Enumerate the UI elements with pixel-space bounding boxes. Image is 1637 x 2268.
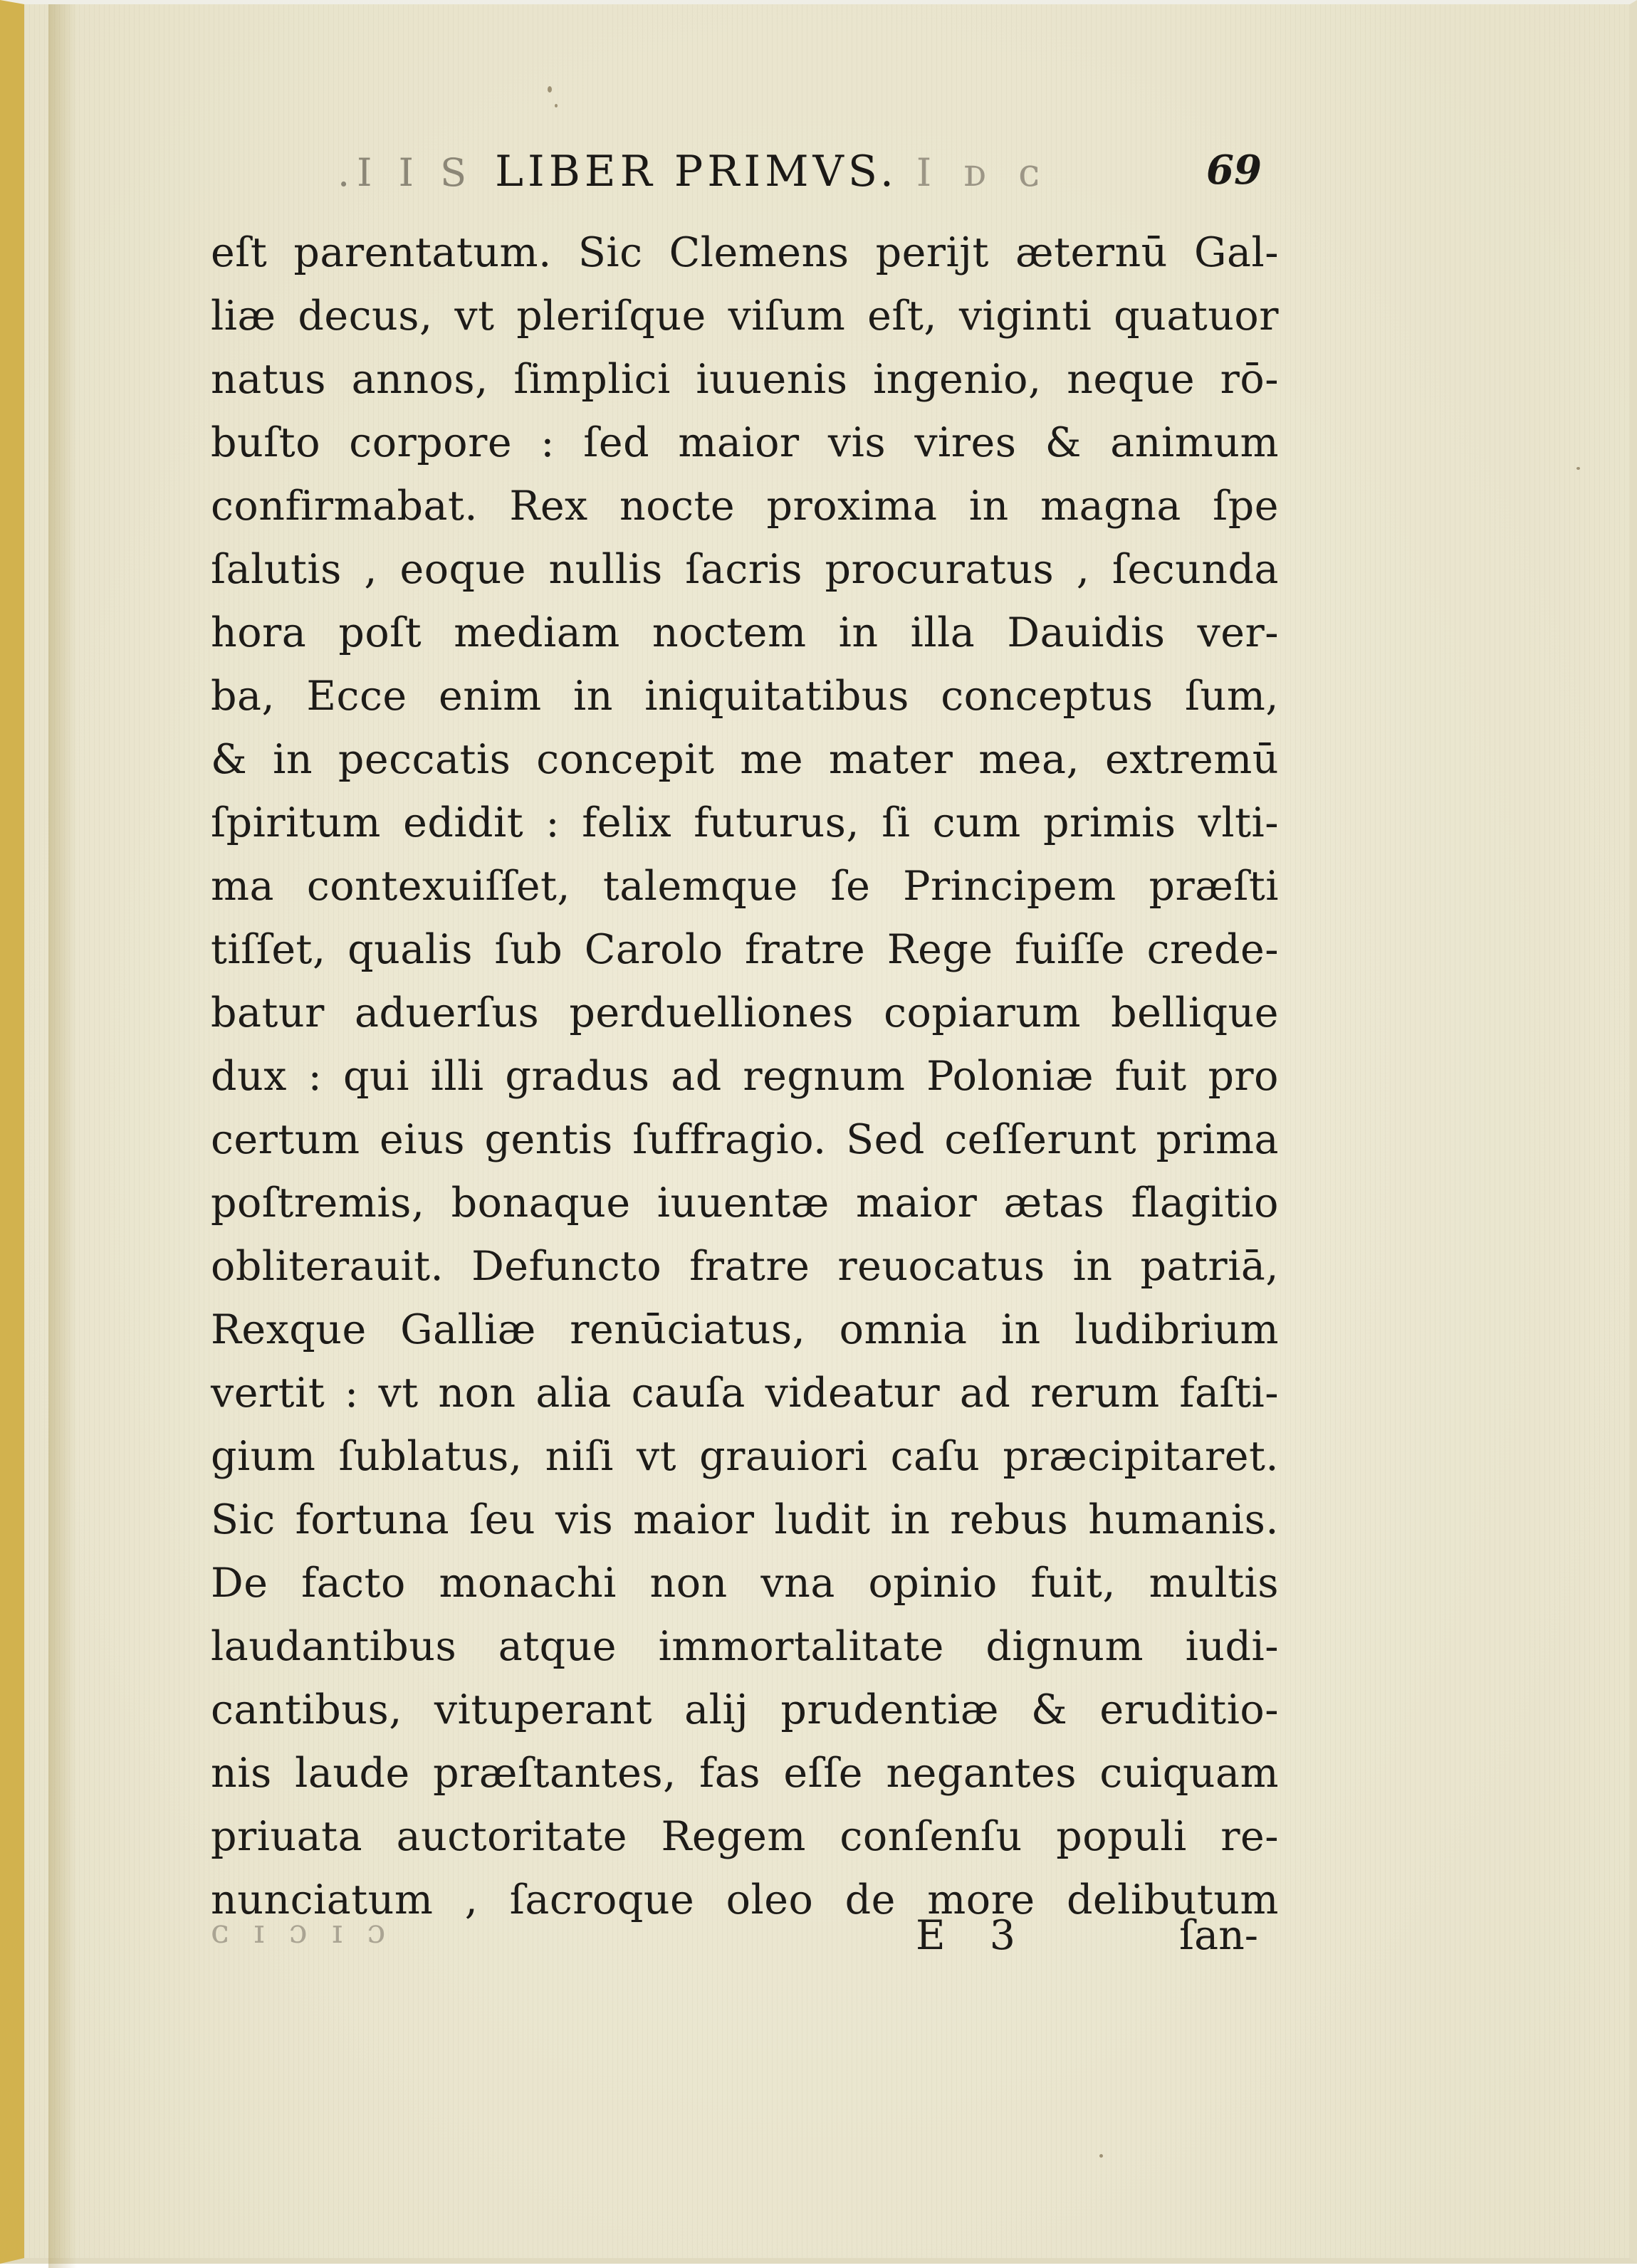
text-line: liæ decus, vt pleriſque viſum eſt, viginti quatuor bbox=[211, 293, 1279, 340]
show-through-footer: ᴄ ɪ ɔ ɪ ɔ bbox=[211, 1912, 393, 1951]
show-through-left: .I I S bbox=[338, 150, 474, 195]
text-line: Rexque Galliæ renūciatus, omnia in ludibrium bbox=[211, 1306, 1279, 1353]
text-line: batur aduerſus perduelliones copiarum bellique bbox=[211, 989, 1279, 1036]
text-line: dux : qui illi gradus ad regnum Poloniæ fuit pro bbox=[211, 1053, 1279, 1100]
text-line: ſpiritum edidit : felix futurus, ſi cum primis vlti- bbox=[211, 799, 1279, 846]
text-line: gium ſublatus, niſi vt grauiori caſu præcipitaret. bbox=[211, 1433, 1279, 1480]
text-line: & in peccatis concepit me mater mea, extremū bbox=[211, 736, 1279, 783]
paper-speck bbox=[1099, 2154, 1103, 2158]
text-line: tiſſet, qualis ſub Carolo fratre Rege fuiſſe crede- bbox=[211, 926, 1279, 973]
text-line: natus annos, ſimplici iuuenis ingenio, neque rō- bbox=[211, 356, 1279, 403]
text-line: laudantibus atque immortalitate dignum iudi- bbox=[211, 1623, 1279, 1670]
text-line: nunciatum , ſacroque oleo de more delibutum bbox=[211, 1876, 1279, 1923]
text-line: ba, Ecce enim in iniquitatibus conceptus ſum, bbox=[211, 673, 1279, 720]
text-line: buſto corpore : ſed maior vis vires & animum bbox=[211, 419, 1279, 466]
text-line: ſalutis , eoque nullis ſacris procuratus , ſecunda bbox=[211, 546, 1279, 593]
text-line: vertit : vt non alia cauſa videatur ad rerum faſti- bbox=[211, 1370, 1279, 1417]
running-title: LIBER PRIMVS. bbox=[495, 147, 898, 196]
text-line: De facto monachi non vna opinio fuit, multis bbox=[211, 1560, 1279, 1607]
folio-number: 69 bbox=[1206, 147, 1262, 194]
text-line: cantibus, vituperant alij prudentiæ & eruditio- bbox=[211, 1686, 1279, 1733]
page-footer bbox=[211, 1912, 1279, 1976]
text-line: certum eius gentis ſuffragio. Sed ceſſerunt prima bbox=[211, 1116, 1279, 1163]
catchword: ſan- bbox=[1179, 1912, 1259, 1959]
paper-speck bbox=[555, 104, 558, 107]
text-block bbox=[211, 221, 1279, 1932]
text-line: eſt parentatum. Sic Clemens perijt æternū Gal- bbox=[211, 229, 1279, 276]
paper-speck bbox=[1576, 467, 1580, 470]
gutter-shadow bbox=[48, 4, 77, 2268]
text-line: priuata auctoritate Regem conſenſu populi re- bbox=[211, 1813, 1279, 1860]
signature-mark: E 3 bbox=[916, 1912, 1031, 1959]
text-line: ma contexuiſſet, talemque ſe Principem præſti bbox=[211, 863, 1279, 910]
show-through-right: I ᴅ ᴄ bbox=[916, 150, 1050, 195]
running-head bbox=[338, 147, 1263, 204]
text-line: nis laude præſtantes, fas eſſe negantes cuiquam bbox=[211, 1750, 1279, 1797]
paper-speck bbox=[548, 86, 552, 93]
text-line: poſtremis, bonaque iuuentæ maior ætas flagitio bbox=[211, 1180, 1279, 1227]
text-line: hora poſt mediam noctem in illa Dauidis ver- bbox=[211, 609, 1279, 656]
text-line: Sic fortuna ſeu vis maior ludit in rebus humanis. bbox=[211, 1496, 1279, 1543]
text-line: confirmabat. Rex nocte proxima in magna ſpe bbox=[211, 483, 1279, 530]
text-line: obliterauit. Defuncto fratre reuocatus in patriā, bbox=[211, 1243, 1279, 1290]
